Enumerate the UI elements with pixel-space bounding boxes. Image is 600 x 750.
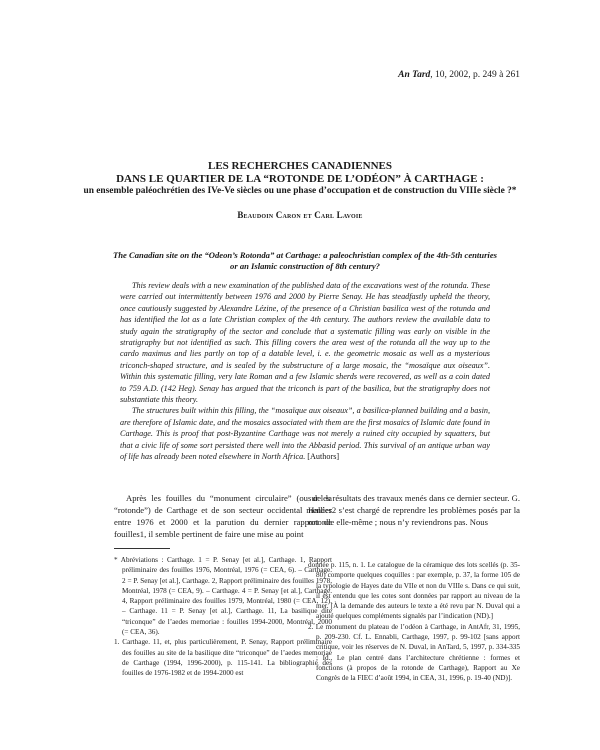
article-subtitle: un ensemble paléochrétien des IVe-Ve siècles ou une phase d’occupation et de construction du VIIIe siècle ?*: [83, 186, 517, 196]
abstract-authors-tag: [Authors]: [307, 452, 340, 462]
abstract-paragraph-1: This review deals with a new examination of the published data of the excavations west of the rotunda. These were carried out intermittently between 1976 and 2000 by Pierre Senay. He has steadfastly upheld the theory, once cautiously suggested by Alexandre Lézine, of the presence of a Christian basilica west of the rotunda and has identified the lot as a late Christian complex of the 4th century. The authors review the available data to study again the stratigraphy of the sector and conclude that a systematic filling was early on visible in the stratigraphy but not identified as such. This filling covers the area west of the rotunda all the way up to the cardo maximus and lies partly on top of a datable level, i. e. the geometric mosaic as well as a mysterious triconch-shaped structure, and is sealed by the substructure of a large mosaic, the “mosaïque aux oiseaux”. Within this systematic filling, very late Roman and a few Islamic sherds were recovered, as well as a coin dated to 759 A.D. (142 Heg). Senay has argued that the triconch is part of the basilica, but the stratigraphy does not substantiate this theory.: [120, 281, 490, 405]
abstract-paragraph-2-text: The structures built within this filling, the “mosaïque aux oiseaux”, a basilica-planned building and a basin, are therefore of Islamic date, and the mosaics associated with them are the first mosaics of Islamic date found in Carthage. This is proof that post-Byzantine Carthage was not merely a ruined city occupied by squatters, but that a civic life of some sort persisted there well into the Abbasid period. This survival of an antique urban way of life has already been noted elsewhere in North Africa.: [120, 406, 490, 462]
article-title-line-2: DANS LE QUARTIER DE LA “ROTONDE DE L’ODÉON” À CARTHAGE :: [116, 173, 484, 185]
footnote-1: 1. Carthage. 11, et, plus particulièrement, P. Senay, Rapport préliminaire des fouilles au site de la basilique dite “triconque” de l’aedes memoriae de Carthage (1994, 1996-2000), p. 115-141. La bibliographie des fouilles de 1976-1982 et de 1994-2000 est: [114, 638, 332, 678]
english-title: The Canadian site on the “Odeon’s Rotonda” at Carthage: a paleochristian complex of the 4th-5th centuries or an Islamic construction of 8th century?: [113, 250, 497, 271]
footnotes-right: [308, 560, 520, 684]
article-title-line-1: LES RECHERCHES CANADIENNES: [208, 160, 392, 172]
journal-volume-pages: , 10, 2002, p. 249 à 261: [430, 70, 520, 80]
footnote-abbreviations: * Abréviations : Carthage. 1 = P. Senay [et al.], Carthage. 1, Rapport préliminaire des fouilles 1976, Montréal, 1976 (= CEA, 6). – Carthage. 2 = P. Senay [et al.], Carthage. 2, Rapport préliminaire des fouilles 1978, Montréal, 1978 (= CEA, 9). – Carthage. 4 = P. Senay [et al.], Carthage. 4, Rapport préliminaire des fouilles 1979, Montréal, 1980 (= CEA, 12). – Carthage. 11 = P. Senay [et al.], Carthage. 11, La basilique dite “triconque” de l’aedes memoriae : fouilles 1994-2000, Montréal, 2000 (= CEA, 36).: [114, 556, 332, 637]
journal-citation: [398, 70, 520, 80]
footnote-rule-left: [114, 548, 170, 549]
footnotes-left: [114, 555, 332, 679]
abstract-paragraph-2: [120, 405, 490, 462]
body-column-left: [114, 492, 332, 540]
article-authors: Beaudoin Caron et Carl Lavoie: [237, 210, 363, 220]
body-paragraph-left: Après les fouilles du “monument circulaire” (ou de la “rotonde”) de Carthage et de son secteur occidental menées entre 1976 et 2000 et la parution du dernier rapport de fouilles1, il semble pertinent de faire une mise au point: [114, 493, 332, 539]
body-paragraph-right: sur les résultats des travaux menés dans ce dernier secteur. G. Hallier2 s’est chargé de reprendre les problèmes posés par la rotonde elle-même ; nous n’y reviendrons pas. Nous: [308, 493, 520, 527]
footnote-1-continued: donnée p. 115, n. 1. Le catalogue de la céramique des lots scellés (p. 35-80) comporte quelques coquilles : par exemple, p. 37, la forme 105 de la typologie de Hayes date du VIIe et non du VIIIe s. Dans ce qui suit, il est entendu que les cotes sont données par rapport au niveau de la mer. [À la demande des auteurs le texte a été revu par N. Duval qui a ajouté quelques compléments signalés par l’indication (ND).]: [308, 561, 520, 621]
journal-name: An Tard: [398, 70, 431, 80]
body-column-right: [308, 492, 520, 528]
abstract: [120, 280, 490, 463]
footnote-2: 2. Le monument du plateau de l’odéon à Carthage, in AntAfr, 31, 1995, p. 209-230. Cf. L. Ennabli, Carthage, 1997, p. 99-102 [sans apport critique, voir les réserves de N. Duval, in AnTard, 5, 1997, p. 334-335 ; Id., Le plan centré dans l’architecture chrétienne : formes et fonctions (à propos de la rotonde de Carthage), Rapport au Xe Congrès de la FIEC d’août 1994, in CEA, 31, 1996, p. 19-40 (ND)].: [308, 622, 520, 683]
